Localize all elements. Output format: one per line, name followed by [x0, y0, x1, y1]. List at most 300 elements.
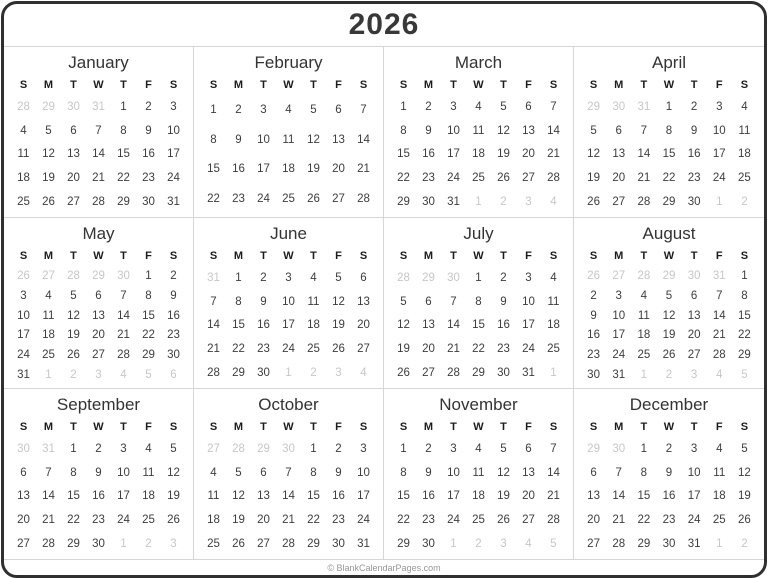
- date-cell-adjacent-month: 1: [285, 367, 292, 380]
- date-cell-adjacent-month: 28: [17, 100, 30, 113]
- date-cell-adjacent-month: 29: [92, 269, 105, 282]
- date-cell: 8: [741, 289, 748, 302]
- date-cell: 22: [117, 172, 130, 185]
- date-cell: 19: [42, 172, 55, 185]
- date-cell: 10: [447, 466, 460, 479]
- month-title: May: [82, 223, 115, 243]
- weekday-header-row: [391, 75, 566, 95]
- date-cell: 27: [92, 349, 105, 362]
- date-cell: 12: [67, 309, 80, 322]
- date-cell: 20: [687, 329, 701, 342]
- date-cell: 30: [257, 367, 270, 380]
- date-cell: 31: [447, 196, 460, 209]
- date-cell: 26: [332, 343, 345, 356]
- date-cell-adjacent-month: 1: [120, 538, 127, 551]
- weekday-header: W: [663, 421, 675, 433]
- date-cell: 14: [612, 490, 626, 503]
- weekday-header: S: [169, 421, 178, 433]
- date-cell: 28: [92, 196, 105, 209]
- date-cell: 26: [307, 193, 320, 206]
- date-cell: 1: [400, 100, 407, 113]
- month-title: January: [68, 52, 129, 72]
- weekday-header: S: [399, 421, 408, 433]
- date-cell: 16: [257, 319, 270, 332]
- date-cell: 14: [117, 309, 130, 322]
- date-cell-adjacent-month: 4: [525, 538, 532, 551]
- date-cell: 8: [120, 124, 127, 137]
- date-cell: 9: [665, 466, 673, 479]
- date-cell: 24: [522, 343, 535, 356]
- date-cell: 18: [637, 329, 651, 342]
- date-cell: 21: [42, 514, 55, 527]
- date-cell: 28: [282, 538, 295, 551]
- date-cell: 16: [662, 490, 676, 503]
- date-cell: 2: [145, 100, 152, 113]
- date-cell: 23: [687, 172, 701, 185]
- date-cell: 4: [20, 124, 27, 137]
- date-cell: 24: [117, 514, 130, 527]
- weekday-header: T: [690, 421, 698, 433]
- date-cell: 19: [497, 490, 510, 503]
- date-cell: 2: [590, 289, 597, 302]
- date-cell: 5: [170, 442, 177, 455]
- date-cell: 6: [690, 289, 698, 302]
- date-cell: 2: [335, 442, 342, 455]
- date-cell: 25: [17, 196, 30, 209]
- date-cell: 6: [95, 289, 102, 302]
- date-cell: 5: [45, 124, 52, 137]
- date-cell: 17: [447, 148, 460, 161]
- date-cell: 3: [450, 100, 457, 113]
- weekday-header: F: [525, 250, 532, 262]
- date-cell: 13: [67, 148, 80, 161]
- date-cell: 25: [547, 343, 560, 356]
- date-cell: 29: [637, 538, 651, 551]
- date-cell: 29: [67, 538, 80, 551]
- date-cell: 31: [167, 196, 180, 209]
- date-cell: 23: [92, 514, 105, 527]
- weekday-header: M: [423, 250, 434, 262]
- date-cell: 10: [282, 295, 295, 308]
- date-cell: 21: [712, 329, 726, 342]
- weekday-header: S: [19, 79, 28, 91]
- weekday-header: M: [43, 79, 54, 91]
- date-cell: 23: [662, 514, 676, 527]
- date-cell: 6: [335, 103, 342, 116]
- month-cell-april: [574, 47, 764, 218]
- date-cell: 10: [117, 466, 130, 479]
- date-cell: 29: [738, 349, 751, 362]
- date-cell-adjacent-month: 4: [360, 367, 367, 380]
- weekday-header-row: [201, 75, 376, 95]
- date-cell: 4: [45, 289, 52, 302]
- date-cell: 16: [497, 319, 510, 332]
- date-cell: 15: [397, 148, 410, 161]
- weekday-header: T: [690, 250, 698, 262]
- date-cell: 15: [67, 490, 80, 503]
- date-cell: 12: [497, 466, 510, 479]
- date-cell-adjacent-month: 27: [42, 269, 55, 282]
- date-cell: 1: [665, 100, 673, 113]
- date-cell: 8: [640, 466, 648, 479]
- date-cell: 18: [307, 319, 320, 332]
- date-cell: 21: [357, 163, 370, 176]
- date-cell: 17: [282, 319, 295, 332]
- date-cell: 14: [712, 309, 726, 322]
- date-cell: 4: [716, 442, 723, 455]
- date-cell-adjacent-month: 29: [257, 442, 270, 455]
- dates-grid: [201, 266, 376, 385]
- weekday-header: S: [209, 79, 218, 91]
- date-cell: 20: [612, 172, 626, 185]
- weekday-header: T: [640, 421, 648, 433]
- weekday-header: S: [359, 421, 368, 433]
- date-cell: 3: [260, 103, 267, 116]
- month-cell-september: [4, 389, 194, 560]
- date-cell: 19: [397, 343, 410, 356]
- date-cell: 16: [332, 490, 345, 503]
- date-cell: 3: [450, 442, 457, 455]
- date-cell-adjacent-month: 30: [17, 442, 30, 455]
- date-cell: 10: [712, 124, 726, 137]
- date-cell: 17: [257, 163, 270, 176]
- dates-grid: [391, 266, 566, 385]
- month-title: February: [254, 52, 323, 72]
- date-cell: 19: [307, 163, 320, 176]
- date-cell: 14: [637, 148, 651, 161]
- date-cell-adjacent-month: 28: [397, 271, 410, 284]
- date-cell: 20: [17, 514, 30, 527]
- footer-copyright: © BlankCalendarPages.com: [327, 562, 441, 573]
- date-cell: 2: [95, 442, 102, 455]
- weekday-header-row: [11, 246, 186, 266]
- date-cell: 16: [687, 148, 701, 161]
- weekday-header: S: [589, 421, 598, 433]
- weekday-header: F: [145, 250, 152, 262]
- date-cell: 21: [92, 172, 105, 185]
- date-cell: 15: [207, 163, 220, 176]
- date-cell-adjacent-month: 1: [716, 196, 723, 209]
- date-cell: 11: [738, 124, 751, 137]
- month-title: August: [642, 223, 696, 243]
- dates-grid: [201, 437, 376, 556]
- weekday-header: W: [663, 250, 675, 262]
- weekday-header: S: [740, 421, 749, 433]
- date-cell: 29: [142, 349, 155, 362]
- date-cell: 10: [257, 133, 270, 146]
- date-cell: 18: [207, 514, 220, 527]
- date-cell: 5: [500, 100, 507, 113]
- date-cell: 7: [550, 442, 557, 455]
- date-cell: 12: [662, 309, 676, 322]
- date-cell-adjacent-month: 1: [550, 367, 557, 380]
- date-cell: 10: [612, 309, 626, 322]
- date-cell: 23: [257, 343, 270, 356]
- month-cell-june: [194, 218, 384, 389]
- date-cell-adjacent-month: 30: [612, 442, 626, 455]
- date-cell: 22: [142, 329, 155, 342]
- dates-grid: [11, 437, 186, 556]
- date-cell: 7: [450, 295, 457, 308]
- date-cell-adjacent-month: 5: [550, 538, 557, 551]
- date-cell: 26: [738, 514, 751, 527]
- date-cell: 24: [357, 514, 370, 527]
- date-cell-adjacent-month: 29: [587, 100, 600, 113]
- weekday-header: T: [120, 250, 127, 262]
- weekday-header: T: [70, 421, 77, 433]
- month-cell-february: [194, 47, 384, 218]
- date-cell: 13: [612, 148, 626, 161]
- weekday-header: W: [93, 421, 104, 433]
- date-cell: 14: [547, 466, 560, 479]
- date-cell: 18: [17, 172, 30, 185]
- date-cell: 25: [472, 172, 485, 185]
- weekday-header: W: [473, 250, 484, 262]
- weekday-header: F: [715, 421, 723, 433]
- date-cell-adjacent-month: 29: [42, 100, 55, 113]
- date-cell-adjacent-month: 4: [716, 369, 723, 382]
- weekday-header: S: [359, 250, 368, 262]
- date-cell: 8: [400, 466, 407, 479]
- date-cell: 19: [738, 490, 751, 503]
- date-cell: 15: [397, 490, 410, 503]
- date-cell: 1: [400, 442, 407, 455]
- date-cell: 4: [550, 271, 557, 284]
- date-cell: 13: [587, 490, 600, 503]
- date-cell: 15: [637, 490, 651, 503]
- date-cell: 29: [472, 367, 485, 380]
- weekday-header: M: [233, 421, 244, 433]
- date-cell: 26: [67, 349, 80, 362]
- date-cell: 19: [587, 172, 600, 185]
- weekday-header-row: [581, 417, 757, 437]
- date-cell: 5: [500, 442, 507, 455]
- date-cell: 9: [690, 124, 698, 137]
- date-cell: 12: [332, 295, 345, 308]
- date-cell: 15: [738, 309, 751, 322]
- date-cell: 15: [142, 309, 155, 322]
- month-cell-october: [194, 389, 384, 560]
- date-cell: 17: [612, 329, 626, 342]
- date-cell: 27: [17, 538, 30, 551]
- weekday-header: T: [260, 79, 267, 91]
- date-cell: 21: [637, 172, 651, 185]
- date-cell: 5: [741, 442, 748, 455]
- date-cell: 9: [425, 466, 432, 479]
- date-cell: 27: [422, 367, 435, 380]
- date-cell: 26: [587, 196, 600, 209]
- date-cell: 10: [447, 124, 460, 137]
- date-cell: 11: [207, 490, 220, 503]
- calendar-frame: [1, 1, 767, 578]
- date-cell-adjacent-month: 30: [282, 442, 295, 455]
- date-cell-adjacent-month: 1: [475, 196, 482, 209]
- weekday-header-row: [11, 417, 186, 437]
- weekday-header: W: [473, 421, 484, 433]
- date-cell-adjacent-month: 29: [662, 269, 676, 282]
- month-title: March: [454, 52, 503, 72]
- date-cell: 11: [713, 466, 726, 479]
- month-title: June: [270, 223, 307, 243]
- date-cell: 9: [235, 133, 242, 146]
- date-cell: 19: [662, 329, 676, 342]
- date-cell: 18: [472, 490, 485, 503]
- date-cell: 4: [475, 100, 482, 113]
- date-cell: 13: [357, 295, 370, 308]
- date-cell-adjacent-month: 4: [550, 196, 557, 209]
- weekday-header: T: [310, 421, 317, 433]
- date-cell-adjacent-month: 1: [640, 369, 648, 382]
- weekday-header: T: [690, 79, 698, 91]
- date-cell: 29: [307, 538, 320, 551]
- date-cell: 26: [497, 514, 510, 527]
- date-cell: 24: [17, 349, 30, 362]
- date-cell: 31: [687, 538, 701, 551]
- date-cell-adjacent-month: 2: [741, 196, 748, 209]
- date-cell: 20: [357, 319, 370, 332]
- date-cell: 11: [17, 148, 30, 161]
- date-cell-adjacent-month: 30: [67, 100, 80, 113]
- weekday-header: S: [209, 250, 218, 262]
- date-cell: 6: [590, 466, 597, 479]
- date-cell: 25: [738, 172, 751, 185]
- weekday-header: T: [500, 421, 507, 433]
- weekday-header: F: [145, 79, 152, 91]
- date-cell: 14: [447, 319, 460, 332]
- date-cell: 8: [310, 466, 317, 479]
- dates-grid: [581, 266, 757, 385]
- date-cell: 5: [235, 466, 242, 479]
- date-cell: 18: [738, 148, 751, 161]
- weekday-header-row: [581, 246, 757, 266]
- date-cell: 20: [67, 172, 80, 185]
- weekday-header: T: [120, 79, 127, 91]
- date-cell: 14: [92, 148, 105, 161]
- date-cell: 27: [522, 514, 535, 527]
- date-cell: 22: [232, 343, 245, 356]
- date-cell: 30: [167, 349, 180, 362]
- weekday-header: M: [233, 250, 244, 262]
- date-cell: 24: [447, 172, 460, 185]
- weekday-header: S: [19, 250, 28, 262]
- date-cell: 13: [687, 309, 701, 322]
- month-cell-march: [384, 47, 574, 218]
- date-cell: 7: [360, 103, 367, 116]
- date-cell: 8: [210, 133, 217, 146]
- date-cell: 3: [525, 271, 532, 284]
- date-cell: 3: [615, 289, 622, 302]
- weekday-header: F: [715, 79, 723, 91]
- date-cell: 14: [357, 133, 370, 146]
- date-cell: 14: [207, 319, 220, 332]
- date-cell: 5: [335, 271, 342, 284]
- date-cell: 27: [687, 349, 701, 362]
- date-cell: 14: [282, 490, 295, 503]
- date-cell-adjacent-month: 31: [712, 269, 726, 282]
- date-cell: 1: [120, 100, 127, 113]
- weekday-header: F: [525, 79, 532, 91]
- date-cell: 6: [525, 100, 532, 113]
- weekday-header: S: [169, 250, 178, 262]
- date-cell-adjacent-month: 3: [690, 369, 698, 382]
- date-cell: 16: [92, 490, 105, 503]
- date-cell-adjacent-month: 3: [335, 367, 342, 380]
- date-cell: 20: [587, 514, 600, 527]
- date-cell: 19: [232, 514, 245, 527]
- weekday-header: S: [399, 79, 408, 91]
- date-cell: 13: [332, 133, 345, 146]
- date-cell-adjacent-month: 30: [612, 100, 626, 113]
- date-cell: 17: [167, 148, 180, 161]
- date-cell: 11: [282, 133, 295, 146]
- date-cell: 3: [170, 100, 177, 113]
- date-cell: 30: [92, 538, 105, 551]
- date-cell: 13: [522, 124, 535, 137]
- date-cell: 31: [612, 369, 626, 382]
- months-grid: [4, 47, 764, 560]
- date-cell: 6: [260, 466, 267, 479]
- weekday-header: T: [70, 79, 77, 91]
- date-cell: 23: [232, 193, 245, 206]
- date-cell: 23: [497, 343, 510, 356]
- date-cell: 1: [210, 103, 217, 116]
- dates-grid: [391, 95, 566, 214]
- date-cell: 3: [716, 100, 723, 113]
- date-cell: 6: [615, 124, 622, 137]
- date-cell: 28: [207, 367, 220, 380]
- dates-grid: [201, 95, 376, 214]
- date-cell: 29: [662, 196, 676, 209]
- dates-grid: [581, 95, 757, 214]
- date-cell-adjacent-month: 3: [500, 538, 507, 551]
- date-cell-adjacent-month: 2: [145, 538, 152, 551]
- date-cell: 25: [472, 514, 485, 527]
- date-cell: 9: [170, 289, 177, 302]
- date-cell: 27: [257, 538, 270, 551]
- date-cell-adjacent-month: 3: [95, 369, 102, 382]
- date-cell: 24: [447, 514, 460, 527]
- date-cell: 13: [257, 490, 270, 503]
- date-cell: 3: [690, 442, 698, 455]
- date-cell: 6: [70, 124, 77, 137]
- date-cell: 8: [145, 289, 152, 302]
- date-cell: 5: [310, 103, 317, 116]
- date-cell: 2: [425, 442, 432, 455]
- dates-grid: [391, 437, 566, 556]
- weekday-header: M: [423, 421, 434, 433]
- weekday-header-row: [11, 75, 186, 95]
- date-cell: 20: [522, 148, 535, 161]
- date-cell: 2: [260, 271, 267, 284]
- date-cell: 18: [712, 490, 726, 503]
- weekday-header: F: [335, 421, 342, 433]
- date-cell: 22: [207, 193, 220, 206]
- date-cell: 8: [70, 466, 77, 479]
- date-cell: 1: [741, 269, 748, 282]
- date-cell: 5: [665, 289, 673, 302]
- date-cell: 1: [70, 442, 77, 455]
- date-cell: 20: [92, 329, 105, 342]
- date-cell: 20: [522, 490, 535, 503]
- weekday-header: F: [335, 250, 342, 262]
- date-cell: 28: [637, 196, 651, 209]
- date-cell: 21: [282, 514, 295, 527]
- date-cell: 1: [145, 269, 152, 282]
- weekday-header: W: [93, 250, 104, 262]
- weekday-header: W: [663, 79, 675, 91]
- date-cell: 10: [167, 124, 180, 137]
- month-title: July: [463, 223, 494, 243]
